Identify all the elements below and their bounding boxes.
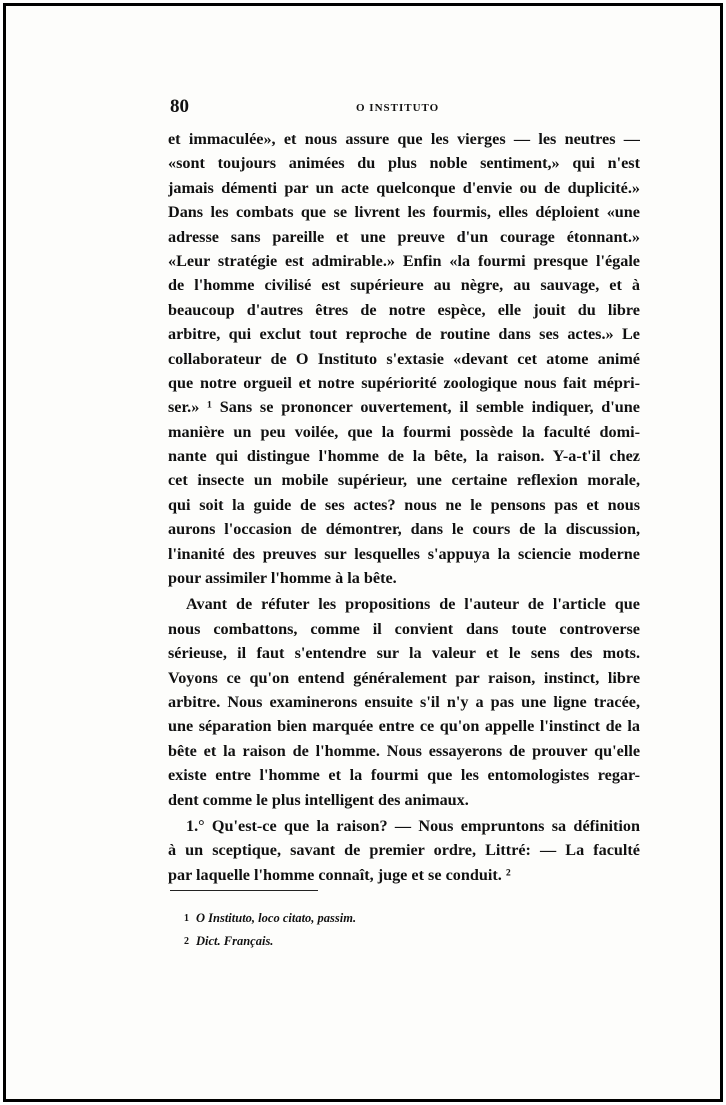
- text-line: Voyons ce qu'on entend généralement par raison, instinct, libre: [168, 668, 640, 687]
- text-line: et immaculée», et nous assure que les vierges — les neutres —: [168, 130, 640, 148]
- footnote-text: O Instituto, loco citato, passim.: [196, 911, 357, 925]
- text-line: 1.° Qu'est-ce que la raison? — Nous empruntons sa définition: [186, 816, 640, 835]
- footnote-mark: 1: [184, 913, 189, 924]
- running-head: O INSTITUTO: [356, 102, 440, 114]
- text-line: collaborateur de O Instituto s'extasie «devant cet atome animé: [168, 349, 640, 368]
- text-line: cet insecte un mobile supérieur, une certaine reflexion morale,: [168, 471, 640, 490]
- page-number: 80: [170, 96, 189, 117]
- text-line: une séparation bien marquée entre ce qu'on appelle l'instinct de la: [168, 717, 640, 736]
- text-line: arbitre, qui exclut tout reproche de routine dans ses actes.» Le: [168, 325, 640, 344]
- footnotes: [184, 907, 624, 953]
- text-line: aurons l'occasion de démontrer, dans le cours de la discussion,: [168, 520, 640, 539]
- footnote-text: Dict. Français.: [196, 934, 274, 948]
- text-line: manière un peu voilée, que la fourmi possède la faculté domi-: [168, 422, 640, 441]
- text-line: beaucoup d'autres êtres de notre espèce, elle jouit du libre: [168, 300, 640, 319]
- text-line: sérieuse, il faut s'entendre sur la valeur et le sens des mots.: [168, 644, 640, 663]
- text-line: nous combattons, comme il convient dans toute controverse: [168, 619, 640, 638]
- text-line: par laquelle l'homme connaît, juge et se conduit. ²: [168, 865, 511, 884]
- footnote: [184, 930, 624, 953]
- body-text: [168, 127, 640, 887]
- text-line: existe entre l'homme et la fourmi que les entomologistes regar-: [168, 766, 640, 785]
- footnote-mark: 2: [184, 936, 189, 947]
- text-line: l'inanité des preuves sur lesquelles s'appuya la sciencie moderne: [168, 544, 640, 563]
- text-line: «sont toujours animées du plus noble sentiment,» qui n'est: [168, 154, 640, 173]
- text-line: Dans les combats que se livrent les fourmis, elles déploient «une: [168, 203, 640, 222]
- text-line: de l'homme civilisé est supérieure au nègre, au sauvage, et à: [168, 276, 640, 295]
- text-line: pour assimiler l'homme à la bête.: [168, 569, 397, 588]
- footnote-rule: [170, 890, 318, 891]
- text-line: qui soit la guide de ses actes? nous ne le pensons pas et nous: [168, 495, 640, 514]
- text-line: à un sceptique, savant de premier ordre, Littré: — La faculté: [168, 841, 640, 860]
- text-line: que notre orgueil et notre supériorité zoologique nous fait mépri-: [168, 373, 640, 392]
- text-line: nante qui distingue l'homme de la bête, la raison. Y-a-t'il chez: [168, 447, 640, 466]
- text-line: dent comme le plus intelligent des animaux.: [168, 790, 469, 809]
- text-line: bête et la raison de l'homme. Nous essayerons de prouver qu'elle: [168, 741, 640, 760]
- footnote: [184, 907, 624, 930]
- text-line: Avant de réfuter les propositions de l'auteur de l'article que: [186, 595, 640, 614]
- text-line: jamais démenti par un acte quelconque d'envie ou de duplicité.»: [168, 178, 640, 197]
- text-line: «Leur stratégie est admirable.» Enfin «la fourmi presque l'égale: [168, 251, 640, 270]
- text-line: adresse sans pareille et une preuve d'un courage étonnant.»: [168, 227, 640, 246]
- text-line: arbitre. Nous examinerons ensuite s'il n'y a pas une ligne tracée,: [168, 692, 640, 711]
- text-line: ser.» ¹ Sans se prononcer ouvertement, il semble indiquer, d'une: [168, 398, 640, 417]
